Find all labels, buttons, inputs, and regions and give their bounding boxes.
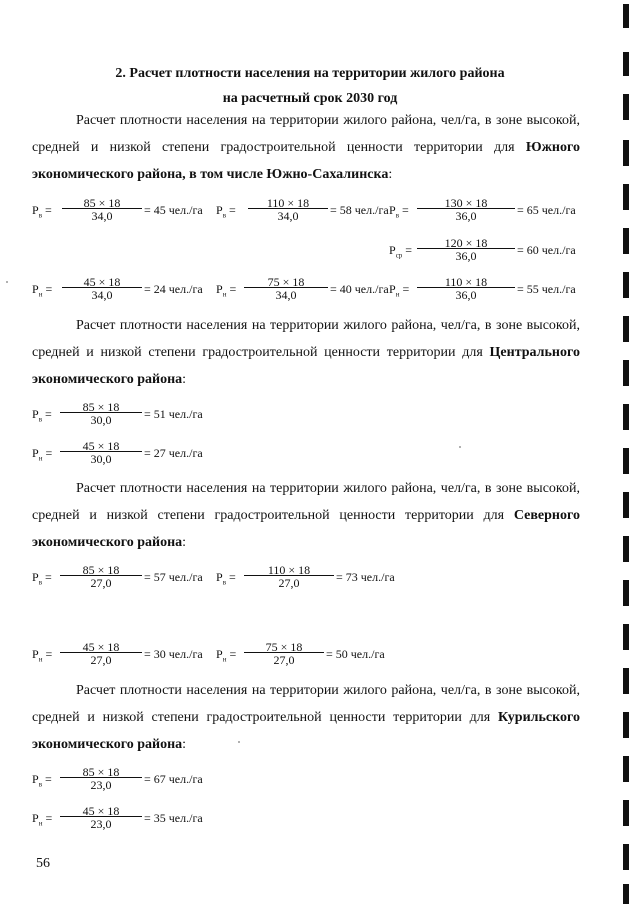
density-symbol bbox=[389, 203, 409, 219]
numerator: 45 × 18 bbox=[83, 275, 121, 289]
density-letter: P bbox=[216, 647, 223, 661]
density-symbol bbox=[32, 772, 52, 788]
result: = 45 чел./га bbox=[144, 203, 203, 217]
density-letter: P bbox=[216, 570, 223, 584]
fraction bbox=[244, 563, 334, 591]
fraction bbox=[60, 400, 142, 428]
region-name: Центрального экономического района bbox=[32, 345, 580, 387]
density-letter: P bbox=[216, 282, 223, 296]
result: = 40 чел./га bbox=[330, 282, 389, 296]
fraction bbox=[60, 804, 142, 832]
fraction bbox=[60, 563, 142, 591]
result: = 67 чел./га bbox=[144, 772, 203, 786]
fraction bbox=[417, 236, 515, 264]
fraction bbox=[62, 275, 142, 303]
numerator: 75 × 18 bbox=[265, 640, 303, 654]
density-symbol bbox=[216, 203, 236, 219]
density-symbol bbox=[216, 570, 236, 586]
result: = 50 чел./га bbox=[326, 647, 385, 661]
density-symbol bbox=[32, 811, 52, 827]
paragraph-text: Расчет плотности населения на территории жилого района, чел/га, в зоне высокой, средней и низкой степени градостроительной ценности территории для bbox=[32, 113, 580, 155]
fraction bbox=[244, 640, 324, 668]
equals-sign: = bbox=[402, 243, 413, 257]
formula bbox=[32, 439, 212, 469]
denominator: 36,0 bbox=[455, 249, 477, 263]
result: = 58 чел./га bbox=[330, 203, 389, 217]
equals-sign: = bbox=[42, 407, 52, 421]
equals-sign: = bbox=[42, 647, 53, 661]
formula bbox=[32, 563, 212, 593]
denominator: 23,0 bbox=[90, 778, 112, 792]
fraction bbox=[244, 275, 328, 303]
density-symbol bbox=[32, 407, 52, 423]
density-subscript: в bbox=[222, 211, 226, 220]
fraction bbox=[60, 765, 142, 793]
density-subscript: н bbox=[395, 290, 400, 299]
density-letter: P bbox=[216, 203, 223, 217]
formula bbox=[32, 275, 212, 305]
numerator: 75 × 18 bbox=[267, 275, 305, 289]
result: = 55 чел./га bbox=[517, 282, 576, 296]
region-name: Северного экономического района bbox=[32, 508, 581, 550]
numerator: 85 × 18 bbox=[82, 400, 120, 414]
denominator: 36,0 bbox=[455, 209, 477, 223]
denominator: 30,0 bbox=[90, 413, 112, 427]
density-subscript: в bbox=[38, 780, 42, 789]
density-subscript: в bbox=[38, 578, 42, 587]
density-symbol bbox=[216, 647, 236, 663]
numerator: 110 × 18 bbox=[444, 275, 488, 289]
equals-sign: = bbox=[42, 811, 53, 825]
denominator: 30,0 bbox=[90, 452, 112, 466]
density-letter: P bbox=[389, 243, 396, 257]
equals-sign: = bbox=[226, 282, 237, 296]
numerator: 110 × 18 bbox=[267, 563, 311, 577]
region-name: Курильского экономического района bbox=[32, 710, 581, 752]
scan-speck bbox=[459, 446, 461, 448]
density-letter: P bbox=[32, 647, 39, 661]
density-letter: P bbox=[32, 772, 39, 786]
equals-sign: = bbox=[226, 647, 237, 661]
denominator: 27,0 bbox=[273, 653, 295, 667]
fraction bbox=[60, 640, 142, 668]
paragraph-kuril: Расчет плотности населения на территории жилого района, чел/га, в зоне высокой, средней и низкой степени градостроительной ценности территории для Курильского экономического района: bbox=[32, 683, 581, 752]
formula bbox=[32, 400, 212, 430]
denominator: 23,0 bbox=[90, 817, 112, 831]
density-subscript: в bbox=[395, 211, 399, 220]
density-subscript: н bbox=[222, 655, 227, 664]
density-subscript: в bbox=[38, 211, 42, 220]
fraction bbox=[417, 275, 515, 303]
density-symbol bbox=[389, 243, 412, 259]
density-subscript: н bbox=[38, 819, 43, 828]
denominator: 36,0 bbox=[455, 288, 477, 302]
density-symbol bbox=[216, 282, 236, 298]
denominator: 34,0 bbox=[91, 209, 113, 223]
density-letter: P bbox=[32, 203, 39, 217]
formula bbox=[32, 196, 212, 226]
equals-sign: = bbox=[226, 570, 236, 584]
density-letter: P bbox=[389, 282, 396, 296]
equals-sign: = bbox=[42, 446, 53, 460]
section-title-line2: на расчетный срок 2030 год bbox=[222, 91, 398, 106]
fraction bbox=[417, 196, 515, 224]
density-symbol bbox=[32, 282, 52, 298]
density-symbol bbox=[32, 647, 52, 663]
equals-sign: = bbox=[42, 282, 53, 296]
equals-sign: = bbox=[42, 772, 52, 786]
equals-sign: = bbox=[42, 570, 52, 584]
density-subscript: ср bbox=[395, 251, 403, 260]
fraction bbox=[248, 196, 328, 224]
numerator: 45 × 18 bbox=[82, 640, 120, 654]
equals-sign: = bbox=[226, 203, 236, 217]
density-letter: P bbox=[32, 407, 39, 421]
result: = 57 чел./га bbox=[144, 570, 203, 584]
density-symbol bbox=[32, 203, 52, 219]
paragraph-south: Расчет плотности населения на территории жилого района, чел/га, в зоне высокой, средней и низкой степени градостроительной ценности территории для Южного экономического района, в том числе Южно-Сахалинска: bbox=[32, 113, 581, 182]
paragraph-north: Расчет плотности населения на территории жилого района, чел/га, в зоне высокой, средней и низкой степени градостроительной ценности территории для Северного экономического района: bbox=[32, 481, 581, 550]
density-symbol bbox=[32, 446, 52, 462]
density-subscript: н bbox=[222, 290, 227, 299]
numerator: 130 × 18 bbox=[444, 196, 488, 210]
density-subscript: н bbox=[38, 454, 43, 463]
density-letter: P bbox=[32, 811, 39, 825]
denominator: 34,0 bbox=[277, 209, 299, 223]
denominator: 34,0 bbox=[275, 288, 297, 302]
denominator: 27,0 bbox=[278, 576, 300, 590]
fraction bbox=[62, 196, 142, 224]
numerator: 110 × 18 bbox=[266, 196, 310, 210]
density-subscript: н bbox=[38, 655, 43, 664]
numerator: 120 × 18 bbox=[444, 236, 488, 250]
denominator: 27,0 bbox=[90, 576, 112, 590]
page-number: 56 bbox=[36, 856, 50, 871]
equals-sign: = bbox=[399, 282, 410, 296]
density-letter: P bbox=[32, 570, 39, 584]
density-letter: P bbox=[389, 203, 396, 217]
formula bbox=[389, 275, 576, 305]
fraction bbox=[60, 439, 142, 467]
density-letter: P bbox=[32, 282, 39, 296]
equals-sign: = bbox=[399, 203, 409, 217]
numerator: 45 × 18 bbox=[82, 804, 120, 818]
density-subscript: в bbox=[222, 578, 226, 587]
formula bbox=[32, 765, 212, 795]
result: = 65 чел./га bbox=[517, 203, 576, 217]
result: = 60 чел./га bbox=[517, 243, 576, 257]
formula bbox=[216, 563, 396, 593]
result: = 27 чел./га bbox=[144, 446, 203, 460]
result: = 73 чел./га bbox=[336, 570, 395, 584]
scan-speck bbox=[6, 281, 8, 283]
density-symbol bbox=[32, 570, 52, 586]
formula bbox=[216, 196, 396, 226]
equals-sign: = bbox=[42, 203, 52, 217]
formula bbox=[389, 236, 576, 266]
result: = 51 чел./га bbox=[144, 407, 203, 421]
density-subscript: в bbox=[38, 415, 42, 424]
density-symbol bbox=[389, 282, 409, 298]
section-title-line1: 2. Расчет плотности населения на территории жилого района bbox=[115, 66, 505, 81]
paragraph-text: Расчет плотности населения на территории жилого района, чел/га, в зоне высокой, средней и низкой степени градостроительной ценности территории для bbox=[32, 318, 580, 360]
paragraph-central: Расчет плотности населения на территории жилого района, чел/га, в зоне высокой, средней и низкой степени градостроительной ценности территории для Центрального экономического района: bbox=[32, 318, 580, 387]
density-letter: P bbox=[32, 446, 39, 460]
scan-speck bbox=[238, 741, 240, 743]
formula bbox=[32, 804, 212, 834]
result: = 30 чел./га bbox=[144, 647, 203, 661]
region-name: Южного экономического района, в том числе Южно-Сахалинска bbox=[32, 140, 581, 182]
numerator: 85 × 18 bbox=[82, 765, 120, 779]
result: = 24 чел./га bbox=[144, 282, 203, 296]
paragraph-text: Расчет плотности населения на территории жилого района, чел/га, в зоне высокой, средней и низкой степени градостроительной ценности территории для bbox=[32, 481, 580, 523]
formula bbox=[216, 275, 396, 305]
denominator: 27,0 bbox=[90, 653, 112, 667]
paragraph-text: Расчет плотности населения на территории жилого района, чел/га, в зоне высокой, средней и низкой степени градостроительной ценности территории для bbox=[32, 683, 580, 725]
formula bbox=[389, 196, 576, 226]
numerator: 85 × 18 bbox=[82, 563, 120, 577]
numerator: 45 × 18 bbox=[82, 439, 120, 453]
numerator: 85 × 18 bbox=[83, 196, 121, 210]
density-subscript: н bbox=[38, 290, 43, 299]
denominator: 34,0 bbox=[91, 288, 113, 302]
result: = 35 чел./га bbox=[144, 811, 203, 825]
formula bbox=[32, 640, 212, 670]
formula bbox=[216, 640, 396, 670]
